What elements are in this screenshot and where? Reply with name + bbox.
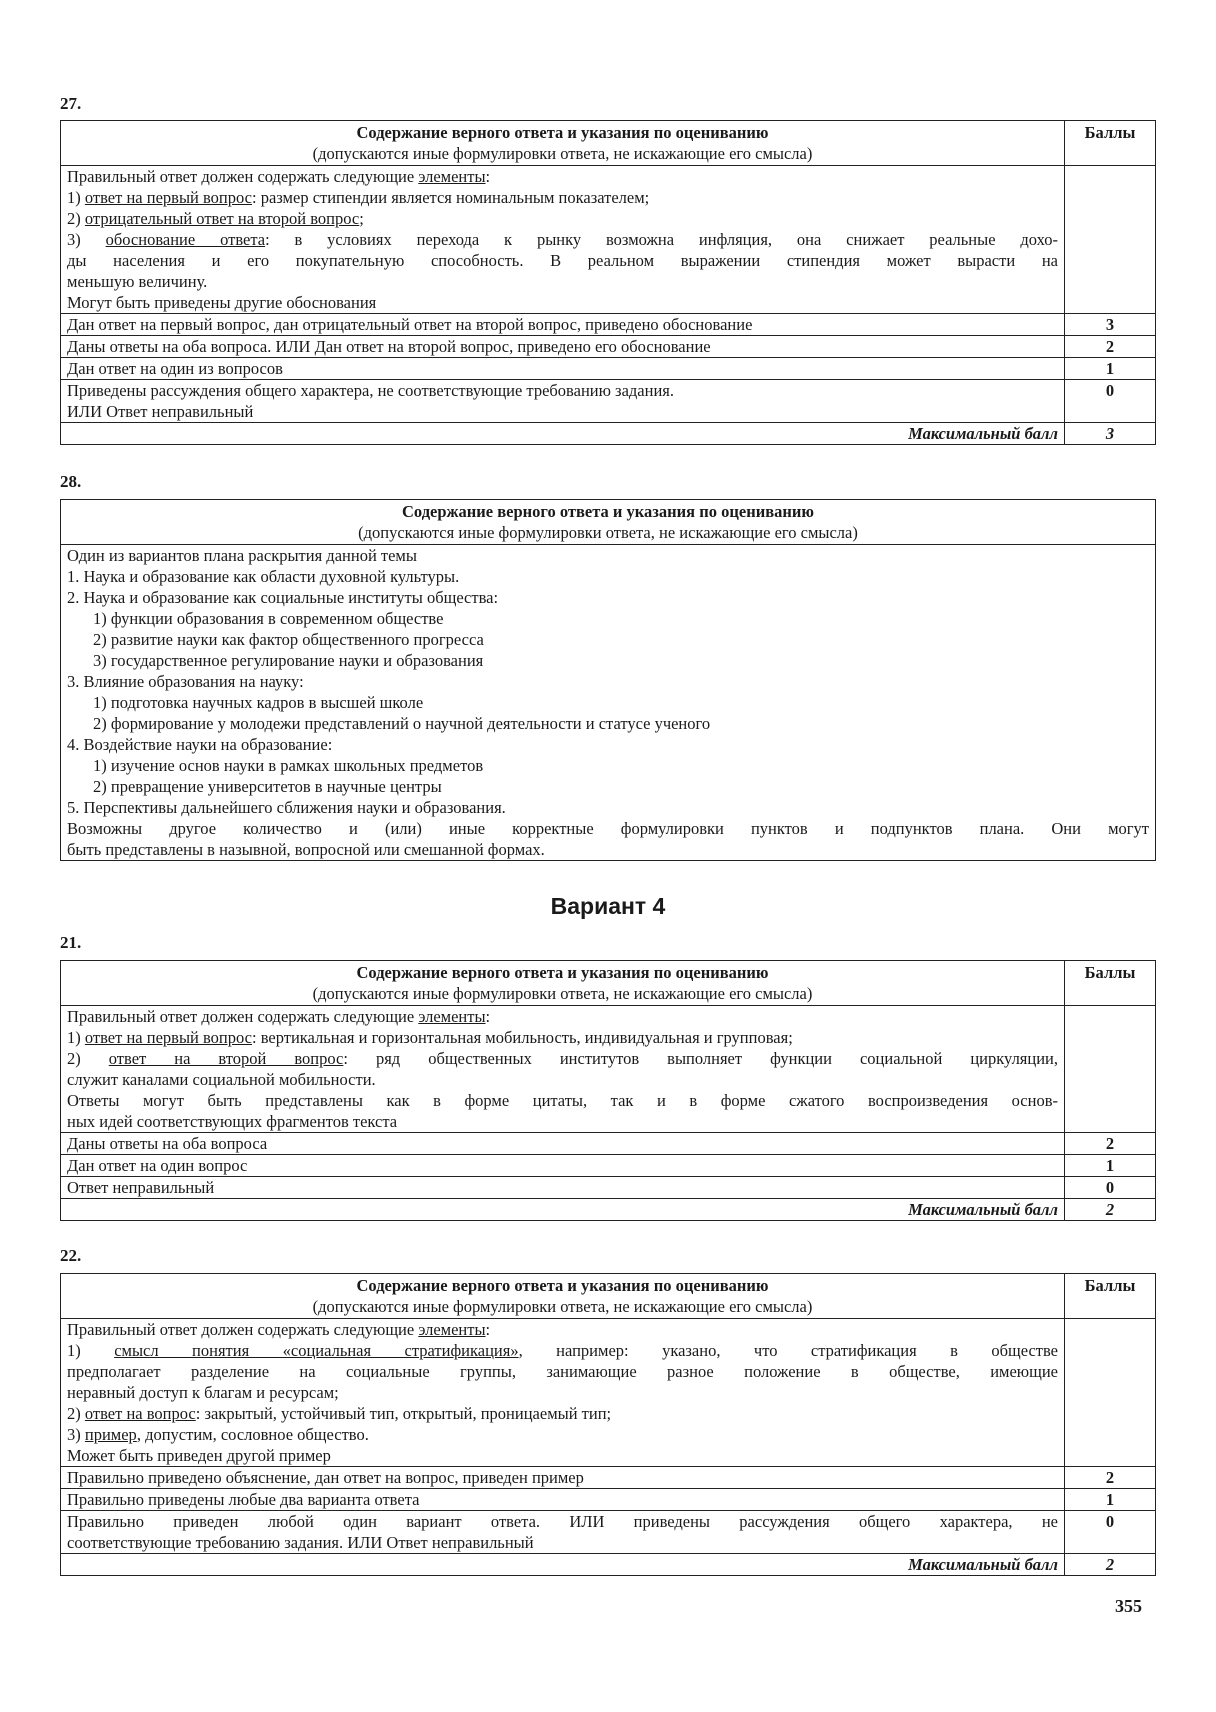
criterion: Правильно приведены любые два варианта ответа <box>61 1489 1065 1511</box>
points-cell <box>1065 1006 1156 1133</box>
points: 1 <box>1065 1155 1156 1177</box>
text: : в условиях перехода к рынку возможна инфляция, она снижает реальные дохо- <box>265 230 1059 249</box>
header-subtitle: (допускаются иные формулировки ответа, не искажающие его смысла) <box>312 1297 813 1316</box>
underlined-text: пример <box>84 1425 137 1444</box>
header-title: Содержание верного ответа и указания по оцениванию <box>356 123 769 142</box>
scoring-row <box>61 380 1156 423</box>
points: 3 <box>1065 314 1156 336</box>
text: 2) <box>67 1404 85 1423</box>
question-number-28: 28. <box>60 472 82 491</box>
points: 0 <box>1065 380 1156 423</box>
plan-line: 3. Влияние образования на науку: <box>67 672 304 691</box>
text: Правильный ответ должен содержать следующие <box>67 167 419 186</box>
text: 1) <box>67 1028 85 1047</box>
text-line: Правильно приведен любой один вариант ответа. ИЛИ приведены рассуждения общего характера, не <box>67 1512 1058 1531</box>
text: , например: указано, что стратификация в обществе <box>518 1341 1059 1360</box>
text-line: ИЛИ Ответ неправильный <box>67 402 254 421</box>
header-content <box>61 961 1065 1006</box>
text: 3) <box>67 1425 85 1444</box>
text: ; <box>359 209 364 228</box>
page-number: 355 <box>1115 1596 1142 1616</box>
plan-line: 1) подготовка научных кадров в высшей школе <box>93 693 424 712</box>
header-title: Содержание верного ответа и указания по оцениванию <box>356 1276 769 1295</box>
question-number-22: 22. <box>60 1246 82 1265</box>
points-cell <box>1065 166 1156 314</box>
text-line: Могут быть приведены другие обоснования <box>67 293 377 312</box>
plan-line: 2) развитие науки как фактор общественного прогресса <box>93 630 484 649</box>
answer-body-row <box>61 166 1156 314</box>
text-line: меньшую величину. <box>67 272 208 291</box>
header-subtitle: (допускаются иные формулировки ответа, не искажающие его смысла) <box>312 984 813 1003</box>
max-score-row <box>61 1199 1156 1221</box>
text: Правильный ответ должен содержать следующие <box>67 1320 419 1339</box>
text: 2) <box>67 209 85 228</box>
points: 2 <box>1065 1133 1156 1155</box>
criterion: Правильно приведено объяснение, дан ответ на вопрос, приведен пример <box>61 1467 1065 1489</box>
scoring-row <box>61 1133 1156 1155</box>
text: : вертикальная и горизонтальная мобильность, индивидуальная и групповая; <box>251 1028 793 1047</box>
plan-line: 2) превращение университетов в научные центры <box>93 777 442 796</box>
text: 2) <box>67 1049 109 1068</box>
plan-line: 1) функции образования в современном обществе <box>93 609 444 628</box>
text: Правильный ответ должен содержать следующие <box>67 1007 419 1026</box>
text-line: ных идей соответствующих фрагментов текста <box>67 1112 398 1131</box>
answer-table-28 <box>60 499 1156 861</box>
text-line: Может быть приведен другой пример <box>67 1446 331 1465</box>
criterion: Дан ответ на первый вопрос, дан отрицательный ответ на второй вопрос, приведено обоснование <box>61 314 1065 336</box>
points: 0 <box>1065 1177 1156 1199</box>
header-title: Содержание верного ответа и указания по оцениванию <box>356 963 769 982</box>
answer-content <box>61 1319 1065 1467</box>
plan-line: 1. Наука и образование как области духовной культуры. <box>67 567 460 586</box>
max-score-label: Максимальный балл <box>61 423 1065 445</box>
max-score-value: 2 <box>1065 1554 1156 1576</box>
plan-line: 3) государственное регулирование науки и образования <box>93 651 484 670</box>
table-header <box>61 500 1156 545</box>
header-title: Содержание верного ответа и указания по оцениванию <box>402 502 814 521</box>
text-line: предполагает разделение на социальные группы, занимающие разное положение в обществе, имеющие <box>67 1362 1058 1381</box>
plan-line: 2) формирование у молодежи представлений о научной деятельности и статусе ученого <box>93 714 711 733</box>
variant-title: Вариант 4 <box>550 893 666 919</box>
text: : ряд общественных институтов выполняет функции социальной циркуляции, <box>343 1049 1059 1068</box>
points: 2 <box>1065 336 1156 358</box>
max-score-value: 2 <box>1065 1199 1156 1221</box>
text: : <box>485 167 491 186</box>
answer-body-row <box>61 545 1156 861</box>
points: 1 <box>1065 358 1156 380</box>
plan-line: 1) изучение основ науки в рамках школьных предметов <box>93 756 484 775</box>
header-content <box>61 121 1065 166</box>
criterion: Даны ответы на оба вопроса <box>61 1133 1065 1155</box>
header-subtitle: (допускаются иные формулировки ответа, не искажающие его смысла) <box>312 144 813 163</box>
table-header <box>61 1274 1156 1319</box>
answer-table-22 <box>60 1273 1156 1576</box>
points: 1 <box>1065 1489 1156 1511</box>
text: 1) <box>67 1341 115 1360</box>
criterion: Дан ответ на один из вопросов <box>61 358 1065 380</box>
text-line: служит каналами социальной мобильности. <box>67 1070 376 1089</box>
plan-line: 2. Наука и образование как социальные институты общества: <box>67 588 499 607</box>
underlined-text: обоснование ответа <box>105 230 266 249</box>
scoring-row <box>61 1467 1156 1489</box>
criterion: Ответ неправильный <box>61 1177 1065 1199</box>
underlined-text: элементы <box>418 167 486 186</box>
scoring-row <box>61 336 1156 358</box>
criterion <box>61 380 1065 423</box>
answer-table-27 <box>60 120 1156 445</box>
answer-table-21 <box>60 960 1156 1221</box>
points-cell <box>1065 1319 1156 1467</box>
header-points: Баллы <box>1065 961 1156 1006</box>
scoring-row <box>61 314 1156 336</box>
max-score-value: 3 <box>1065 423 1156 445</box>
max-score-label: Максимальный балл <box>61 1554 1065 1576</box>
text-line: соответствующие требованию задания. ИЛИ Ответ неправильный <box>67 1533 534 1552</box>
question-number-21: 21. <box>60 933 82 952</box>
answer-content <box>61 1006 1065 1133</box>
underlined-text: ответ на первый вопрос <box>84 188 252 207</box>
header-subtitle: (допускаются иные формулировки ответа, не искажающие его смысла) <box>358 523 858 542</box>
question-number-27: 27. <box>60 94 82 113</box>
scoring-row <box>61 1489 1156 1511</box>
criterion: Даны ответы на оба вопроса. ИЛИ Дан ответ на второй вопрос, приведено его обоснование <box>61 336 1065 358</box>
underlined-text: ответ на первый вопрос <box>84 1028 252 1047</box>
max-score-row <box>61 423 1156 445</box>
plan-line: Один из вариантов плана раскрытия данной темы <box>67 546 417 565</box>
underlined-text: ответ на вопрос <box>84 1404 196 1423</box>
plan-line: быть представлены в назывной, вопросной или смешанной формах. <box>67 840 545 859</box>
points: 2 <box>1065 1467 1156 1489</box>
scoring-row <box>61 1511 1156 1554</box>
scoring-row <box>61 1155 1156 1177</box>
underlined-text: смысл понятия «социальная стратификация» <box>114 1341 519 1360</box>
plan-line: 5. Перспективы дальнейшего сближения науки и образования. <box>67 798 506 817</box>
criterion: Дан ответ на один вопрос <box>61 1155 1065 1177</box>
answer-body-row <box>61 1006 1156 1133</box>
header-points: Баллы <box>1065 1274 1156 1319</box>
answer-body-row <box>61 1319 1156 1467</box>
text-line: неравный доступ к благам и ресурсам; <box>67 1383 339 1402</box>
max-score-row <box>61 1554 1156 1576</box>
table-header <box>61 121 1156 166</box>
text-line: ды населения и его покупательную способность. В реальном выражении стипендия может вырасти на <box>67 251 1058 270</box>
header-content <box>61 1274 1065 1319</box>
underlined-text: ответ на второй вопрос <box>108 1049 344 1068</box>
plan-content <box>61 545 1156 861</box>
text: : размер стипендии является номинальным показателем; <box>251 188 650 207</box>
text: : <box>485 1320 491 1339</box>
points: 0 <box>1065 1511 1156 1554</box>
text: 3) <box>67 230 106 249</box>
scoring-row <box>61 358 1156 380</box>
text: 1) <box>67 188 85 207</box>
plan-line: 4. Воздействие науки на образование: <box>67 735 333 754</box>
header-points: Баллы <box>1065 121 1156 166</box>
answer-content <box>61 166 1065 314</box>
underlined-text: отрицательный ответ на второй вопрос <box>84 209 360 228</box>
text: : <box>485 1007 491 1026</box>
header-content <box>61 500 1156 545</box>
text-line: Приведены рассуждения общего характера, не соответствующие требованию задания. <box>67 381 674 400</box>
table-header <box>61 961 1156 1006</box>
underlined-text: элементы <box>418 1007 486 1026</box>
underlined-text: элементы <box>418 1320 486 1339</box>
text: , допустим, сословное общество. <box>136 1425 369 1444</box>
criterion <box>61 1511 1065 1554</box>
scoring-row <box>61 1177 1156 1199</box>
plan-line: Возможны другое количество и (или) иные корректные формулировки пунктов и подпунктов плана. Они могут <box>67 819 1149 838</box>
text-line: Ответы могут быть представлены как в форме цитаты, так и в форме сжатого воспроизведения основ- <box>67 1091 1058 1110</box>
max-score-label: Максимальный балл <box>61 1199 1065 1221</box>
text: : закрытый, устойчивый тип, открытый, проницаемый тип; <box>195 1404 612 1423</box>
